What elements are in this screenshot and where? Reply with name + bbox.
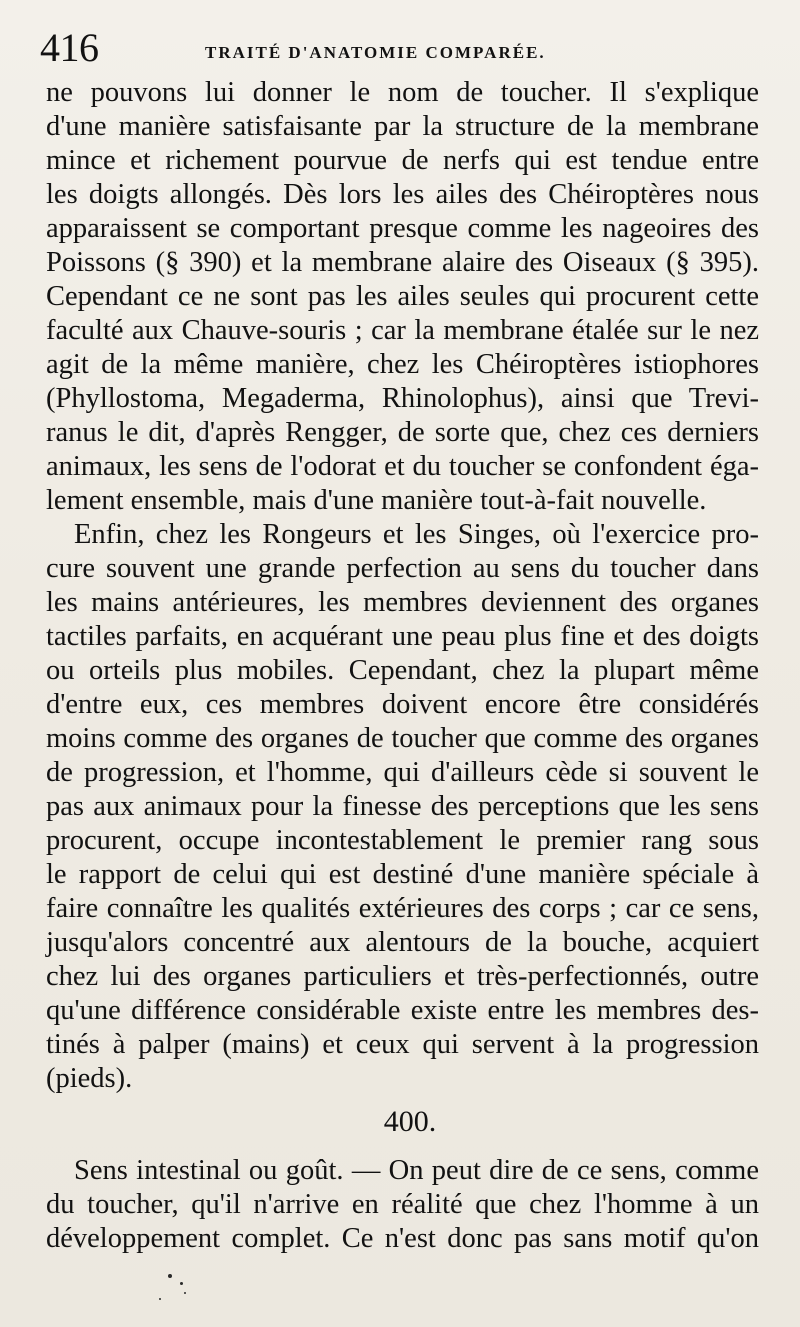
speck-dot bbox=[159, 1298, 161, 1300]
text-line: d'entre eux, ces membres doivent encore être considérés bbox=[46, 689, 759, 720]
text-line: qu'une différence considérable existe entre les membres des- bbox=[46, 995, 759, 1026]
text-line: développement complet. Ce n'est donc pas sans motif qu'on bbox=[46, 1223, 759, 1254]
text-line: (Phyllostoma, Megaderma, Rhinolophus), ainsi que Trevi- bbox=[46, 383, 759, 414]
speck-dot bbox=[168, 1274, 172, 1278]
text-line: d'une manière satisfaisante par la structure de la membrane bbox=[46, 111, 759, 142]
text-line: animaux, les sens de l'odorat et du toucher se confondent éga- bbox=[46, 451, 759, 482]
main-text bbox=[46, 76, 759, 1096]
page-header bbox=[40, 25, 760, 72]
speck-dot bbox=[184, 1292, 186, 1294]
text-line: apparaissent se comportant presque comme les nageoires des bbox=[46, 213, 759, 244]
text-line: Poissons (§ 390) et la membrane alaire des Oiseaux (§ 395). bbox=[46, 247, 759, 278]
text-line: ne pouvons lui donner le nom de toucher. Il s'explique bbox=[46, 77, 759, 108]
text-line: cure souvent une grande perfection au sens du toucher dans bbox=[46, 553, 759, 584]
text-line: les mains antérieures, les membres deviennent des organes bbox=[46, 587, 759, 618]
section-number-text: 400. bbox=[383, 1105, 437, 1138]
text-line: faculté aux Chauve-souris ; car la membrane étalée sur le nez bbox=[46, 315, 759, 346]
text-line: chez lui des organes particuliers et très-perfectionnés, outre bbox=[46, 961, 759, 992]
text-line: ou orteils plus mobiles. Cependant, chez la plupart même bbox=[46, 655, 759, 686]
speck-dot bbox=[180, 1282, 183, 1285]
section-number bbox=[0, 1105, 800, 1139]
text-line: Sens intestinal ou goût. — On peut dire de ce sens, comme bbox=[74, 1155, 759, 1186]
page-number: 416 bbox=[40, 25, 99, 70]
text-line: pas aux animaux pour la finesse des perceptions que les sens bbox=[46, 791, 759, 822]
text-line: Cependant ce ne sont pas les ailes seules qui procurent cette bbox=[46, 281, 759, 312]
text-line: agit de la même manière, chez les Chéiroptères istiophores bbox=[46, 349, 759, 380]
text-line: tinés à palper (mains) et ceux qui servent à la progression bbox=[46, 1029, 759, 1060]
text-line: ranus le dit, d'après Rengger, de sorte que, chez ces derniers bbox=[46, 417, 759, 448]
running-title: TRAITÉ D'ANATOMIE COMPARÉE. bbox=[205, 43, 546, 62]
text-line: du toucher, qu'il n'arrive en réalité que chez l'homme à un bbox=[46, 1189, 759, 1220]
text-line: Enfin, chez les Rongeurs et les Singes, où l'exercice pro- bbox=[74, 519, 759, 550]
text-line: tactiles parfaits, en acquérant une peau plus fine et des doigts bbox=[46, 621, 759, 652]
print-specks bbox=[150, 1264, 210, 1314]
section-text bbox=[46, 1154, 759, 1256]
text-line: (pieds). bbox=[46, 1063, 133, 1094]
text-line: moins comme des organes de toucher que comme des organes bbox=[46, 723, 759, 754]
text-line: procurent, occupe incontestablement le premier rang sous bbox=[46, 825, 759, 856]
text-line: le rapport de celui qui est destiné d'une manière spéciale à bbox=[46, 859, 759, 890]
text-line: de progression, et l'homme, qui d'ailleurs cède si souvent le bbox=[46, 757, 759, 788]
text-line: jusqu'alors concentré aux alentours de la bouche, acquiert bbox=[46, 927, 759, 958]
text-line: lement ensemble, mais d'une manière tout-à-fait nouvelle. bbox=[46, 485, 707, 516]
text-line: mince et richement pourvue de nerfs qui est tendue entre bbox=[46, 145, 759, 176]
text-line: les doigts allongés. Dès lors les ailes des Chéiroptères nous bbox=[46, 179, 759, 210]
text-line: faire connaître les qualités extérieures des corps ; car ce sens, bbox=[46, 893, 759, 924]
